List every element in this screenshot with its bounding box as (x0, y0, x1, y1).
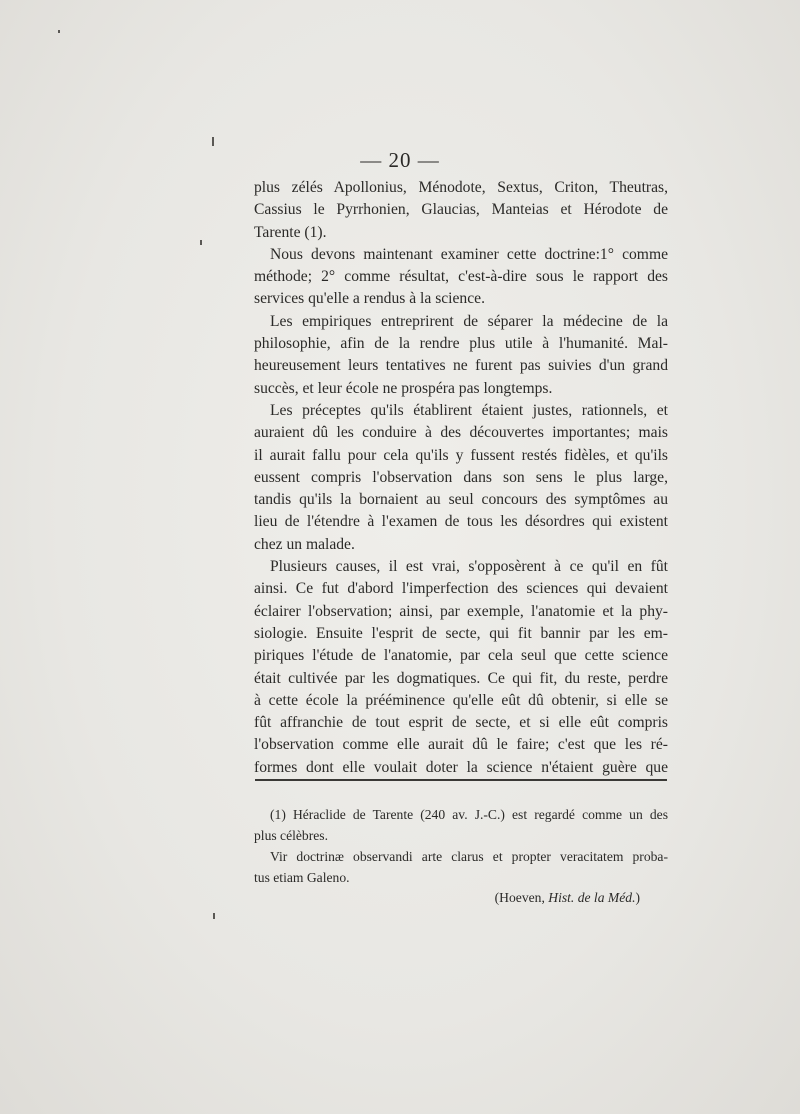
body-line: Nous devons maintenant examiner cette doctrine:1° comme (270, 245, 668, 263)
body-line: ainsi. Ce fut d'abord l'imperfection des sciences qui devaient (254, 580, 668, 598)
footnote-citation (440, 887, 640, 908)
body-line: il aurait fallu pour cela qu'ils y fussent restés fidèles, et qu'ils (254, 446, 668, 464)
scan-speck (200, 240, 202, 245)
citation-open: (Hoeven, (494, 890, 549, 905)
body-line: formes dont elle voulait doter la science n'étaient guère que (254, 758, 668, 776)
page-number: — 20 — (360, 148, 440, 172)
scan-speck (212, 137, 214, 146)
citation-title: Hist. de la Méd. (548, 890, 636, 905)
body-line: succès, et leur école ne prospéra pas longtemps. (254, 379, 553, 397)
scan-speck (58, 30, 60, 33)
body-line: auraient dû les conduire à des découvertes importantes; mais (254, 424, 668, 442)
footnote-separator-rule (255, 779, 667, 781)
body-line: lieu de l'étendre à l'examen de tous les désordres qui existent (254, 513, 668, 531)
main-text-block (254, 177, 668, 779)
body-line: à cette école la prééminence qu'elle eût dû obtenir, si elle se (254, 691, 668, 709)
body-line: l'observation comme elle aurait dû le faire; c'est que les ré- (254, 736, 668, 754)
body-line: siologie. Ensuite l'esprit de secte, qui fit bannir par les em- (254, 624, 668, 642)
citation-close: ) (635, 890, 640, 905)
body-line: Les empiriques entreprirent de séparer la médecine de la (270, 312, 668, 330)
body-line: piriques l'étude de l'anatomie, par cela seul que cette science (254, 647, 668, 665)
body-line: services qu'elle a rendus à la science. (254, 290, 485, 308)
body-line: était cultivée par les dogmatiques. Ce qui fit, du reste, perdre (254, 669, 668, 687)
body-line: tandis qu'ils la bornaient au seul concours des symptômes au (254, 491, 668, 509)
body-line: chez un malade. (254, 535, 355, 553)
footnotes-block (254, 804, 668, 888)
footnote-line: (1) Héraclide de Tarente (240 av. J.-C.) est regardé comme un des (270, 807, 668, 822)
footnote-line: plus célèbres. (254, 828, 328, 843)
footnote-line: tus etiam Galeno. (254, 870, 350, 885)
scan-speck (213, 913, 215, 919)
body-line: heureusement leurs tentatives ne furent pas suivies d'un grand (254, 357, 668, 375)
body-line: philosophie, afin de la rendre plus utile à l'humanité. Mal- (254, 335, 668, 353)
body-line: fût affranchie de tout esprit de secte, et si elle eût compris (254, 714, 668, 732)
body-line: plus zélés Apollonius, Ménodote, Sextus, Criton, Theutras, (254, 179, 668, 196)
body-line: méthode; 2° comme résultat, c'est-à-dire sous le rapport des (254, 268, 668, 286)
body-line: Les préceptes qu'ils établirent étaient justes, rationnels, et (270, 401, 668, 419)
body-line: eussent compris l'observation dans son sens le plus large, (254, 468, 668, 486)
body-line: Tarente (1). (254, 223, 327, 241)
body-line: éclairer l'observation; ainsi, par exemple, l'anatomie et la phy- (254, 602, 668, 620)
body-line: Cassius le Pyrrhonien, Glaucias, Manteias et Hérodote de (254, 201, 668, 219)
footnote-line: Vir doctrinæ observandi arte clarus et propter veracitatem proba- (270, 849, 668, 864)
body-line: Plusieurs causes, il est vrai, s'opposèrent à ce qu'il en fût (270, 558, 668, 576)
